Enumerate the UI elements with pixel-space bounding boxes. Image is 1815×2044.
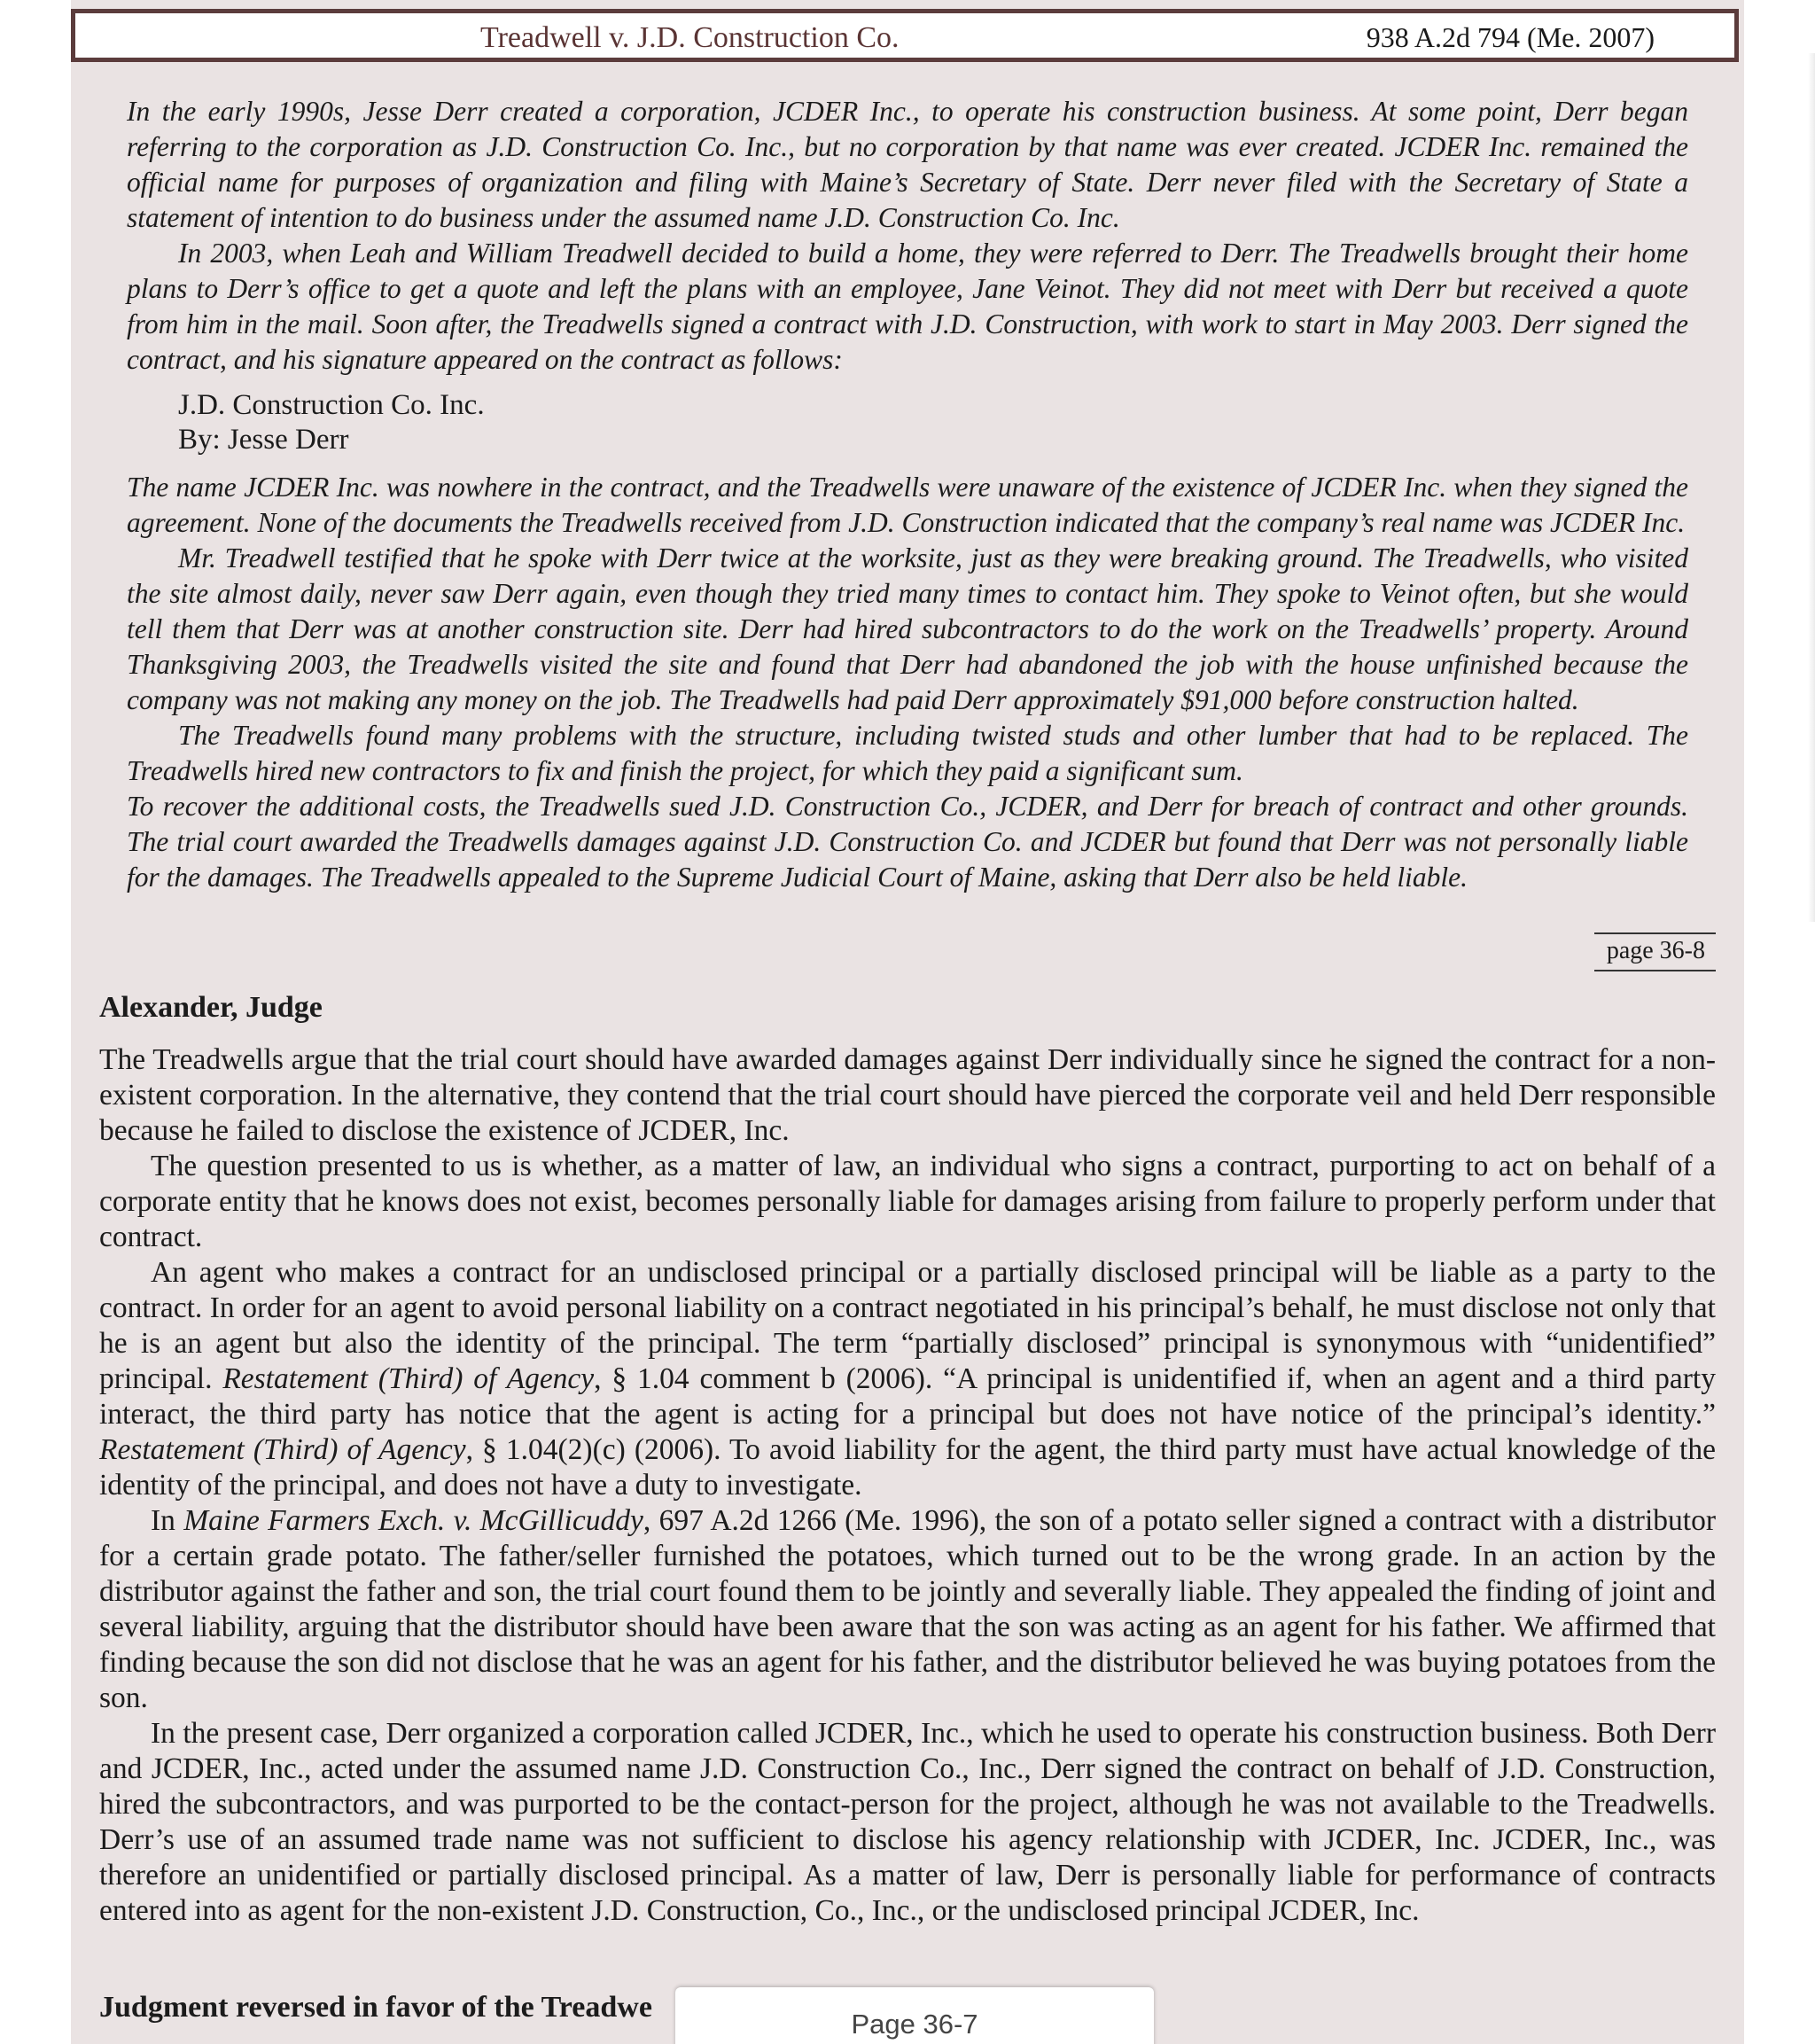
opinion-paragraph-4 [99, 1503, 1716, 1716]
page-edge-shadow [1808, 53, 1815, 922]
facts-paragraph-1: In the early 1990s, Jesse Derr created a corporation, JCDER Inc., to operate his construction business. At some point, Derr began referring to the corporation as J.D. Construction Co. Inc., but no corporation by that name was ever created. JCDER Inc. remained the official name for purposes of organization and filing with Maine’s Secretary of State. Derr never filed with the Secretary of State a statement of intention to do business under the assumed name J.D. Construction Co. Inc. [127, 96, 1688, 233]
citation-restatement-2: Restatement (Third) of Agency [99, 1433, 466, 1466]
facts-paragraph-4: Mr. Treadwell testified that he spoke with Derr twice at the worksite, just as they were breaking ground. The Treadwells, who visited the site almost daily, never saw Derr again, even though they tried many times to contact him. They spoke to Veinot often, but she would tell them that Derr was at another construction site. Derr had hired subcontractors to do the work on the Treadwells’ property. Around Thanksgiving 2003, the Treadwells visited the site and found that Derr had abandoned the job with the house unfinished because the company was not making any money on the job. The Treadwells had paid Derr approximately $91,000 before construction halted. [127, 542, 1688, 715]
case-facts [127, 94, 1688, 895]
judge-name: Alexander, Judge [99, 991, 323, 1024]
opinion-paragraph-3 [99, 1255, 1716, 1503]
opinion-p4-text-a: In [151, 1504, 184, 1537]
opinion-p4-text-c: , 697 A.2d 1266 (Me. 1996), the son of a potato seller signed a contract with a distributor for a certain grade potato. The father/seller furnished the potatoes, which turned out to be the wrong grade. In an action by the distributor against the father and son, the trial court found them to be jointly and severally liable. They appealed the finding of joint and several liability, arguing that the distributor should have been aware that the son was acting as an agent for his father. We affirmed that finding because the son did not disclose that he was an agent for his father, and the distributor believed he was buying potatoes from the son. [99, 1504, 1716, 1714]
case-header [71, 9, 1739, 62]
signature-signer: By: Jesse Derr [178, 424, 349, 456]
opinion-p3-text-e: , § 1.04(2)(c) (2006). To avoid liability for the agent, the third party must have actual knowledge of the identity of the principal, and does not have a duty to investigate. [99, 1433, 1716, 1502]
facts-paragraph-2: In 2003, when Leah and William Treadwell decided to build a home, they were referred to Derr. The Treadwells brought their home plans to Derr’s office to get a quote and left the plans with an employee, Jane Veinot. They did not meet with Derr but received a quote from him in the mail. Soon after, the Treadwells signed a contract with J.D. Construction, with work to start in May 2003. Derr signed the contract, and his signature appeared on the contract as follows: [127, 238, 1688, 375]
opinion-paragraph-1: The Treadwells argue that the trial court should have awarded damages against Derr individually since he signed the contract for a non-existent corporation. In the alternative, they contend that the trial court should have pierced the corporate veil and held Derr responsible because he failed to disclose the existence of JCDER, Inc. [99, 1043, 1716, 1147]
page-indicator: Page 36-7 [675, 1987, 1154, 2044]
judgment-line: Judgment reversed in favor of the Treadwe [99, 1991, 652, 2024]
citation-restatement-1: Restatement (Third) of Agency [222, 1362, 595, 1395]
case-citation: 938 A.2d 794 (Me. 2007) [1366, 21, 1655, 53]
opinion-paragraph-5: In the present case, Derr organized a corporation called JCDER, Inc., which he used to operate his construction business. Both Derr and JCDER, Inc., acted under the assumed name J.D. Construction Co., Inc., Derr signed the contract on behalf of J.D. Construction, hired the subcontractors, and was purported to be the contact-person for the project, although he was not available to the Treadwells. Derr’s use of an assumed trade name was not sufficient to disclose his agency relationship with JCDER, Inc. JCDER, Inc., was therefore an unidentified or partially disclosed principal. As a matter of law, Derr is personally liable for performance of contracts entered into as agent for the non-existent J.D. Construction, Co., Inc., or the undisclosed principal JCDER, Inc. [99, 1717, 1716, 1927]
opinion-p3-text-c: , § 1.04 comment b (2006). “A principal is unidentified if, when an agent and a third party interact, the third party has notice that the agent is acting for a principal but does not have notice of the principal’s identity.” [99, 1362, 1716, 1431]
page-marker: page 36-8 [1594, 932, 1716, 971]
facts-paragraph-3: The name JCDER Inc. was nowhere in the contract, and the Treadwells were unaware of the existence of JCDER Inc. when they signed the agreement. None of the documents the Treadwells received from J.D. Construction indicated that the company’s real name was JCDER Inc. [127, 472, 1688, 538]
signature-company: J.D. Construction Co. Inc. [178, 389, 485, 421]
facts-paragraph-6: To recover the additional costs, the Treadwells sued J.D. Construction Co., JCDER, and Derr for breach of contract and other grounds. The trial court awarded the Treadwells damages against J.D. Construction Co. and JCDER but found that Derr was not personally liable for the damages. The Treadwells appealed to the Supreme Judicial Court of Maine, asking that Derr also be held liable. [127, 791, 1688, 893]
facts-paragraph-5: The Treadwells found many problems with the structure, including twisted studs and other lumber that had to be replaced. The Treadwells hired new contractors to fix and finish the project, for which they paid a significant sum. [127, 720, 1688, 786]
opinion-p3-text-a: An agent who makes a contract for an undisclosed principal or a partially disclosed principal will be liable as a party to the contract. In order for an agent to avoid personal liability on a contract negotiated in his principal’s behalf, he must disclose not only that he is an agent but also the identity of the principal. The term “partially disclosed” principal is synonymous with “unidentified” principal. [99, 1256, 1716, 1395]
court-opinion [99, 1042, 1716, 1929]
contract-signature-block [127, 388, 1688, 457]
opinion-paragraph-2: The question presented to us is whether, as a matter of law, an individual who signs a contract, purporting to act on behalf of a corporate entity that he knows does not exist, becomes personally liable for damages arising from failure to properly perform under that contract. [99, 1150, 1716, 1253]
citation-maine-farmers: Maine Farmers Exch. v. McGillicuddy [183, 1504, 643, 1537]
case-name: Treadwell v. J.D. Construction Co. [480, 21, 900, 54]
